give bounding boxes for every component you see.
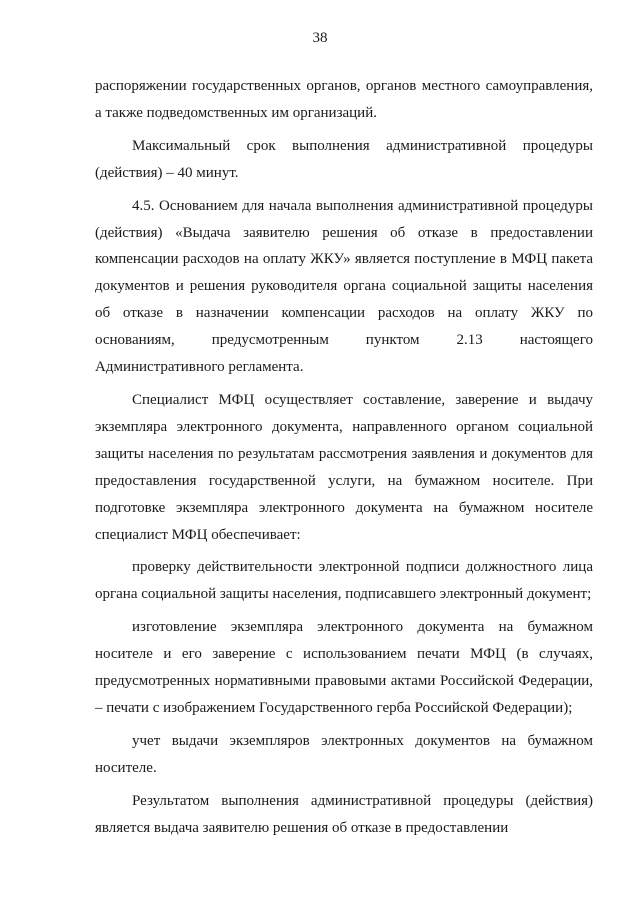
paragraph-max-duration: Максимальный срок выполнения административной процедуры (действия) – 40 минут. — [95, 137, 593, 181]
paragraph-section-4-5: 4.5. Основанием для начала выполнения административной процедуры (действия) «Выдача заявителю решения об отказе в предоставлении компенсации расходов на оплату ЖКУ» является поступление в МФЦ пакета документов и решения руководителя органа социальной защиты населения об отказе в назначении компенсации расходов на оплату ЖКУ по основаниям, предусмотренным пунктом 2.13 настоящего Административного регламента. — [95, 197, 593, 376]
paragraph-mfc-specialist: Специалист МФЦ осуществляет составление, заверение и выдачу экземпляра электронного документа, направленного органом социальной защиты населения по результатам рассмотрения заявления и документов для предоставления государственной услуги, на бумажном носителе. При подготовке экземпляра электронного документа на бумажном носителе специалист МФЦ обеспечивает: — [95, 391, 593, 543]
paragraph-result: Результатом выполнения административной процедуры (действия) является выдача заявителю решения об отказе в предоставлении — [95, 792, 593, 836]
paragraph-copy-production: изготовление экземпляра электронного документа на бумажном носителе и его заверение с использованием печати МФЦ (в случаях, предусмотренных нормативными правовыми актами Российской Федерации, – печати с изображением Государственного герба Российской Федерации); — [95, 619, 593, 716]
paragraph-continuation: распоряжении государственных органов, органов местного самоуправления, а также подведомственных им организаций. — [95, 78, 593, 121]
paragraph-signature-check: проверку действительности электронной подписи должностного лица органа социальной защиты населения, подписавшего электронный документ; — [95, 559, 593, 603]
page-number: 38 — [312, 30, 328, 46]
paragraph-issuance-record: учет выдачи экземпляров электронных документов на бумажном носителе. — [95, 732, 593, 776]
document-body — [95, 73, 593, 841]
